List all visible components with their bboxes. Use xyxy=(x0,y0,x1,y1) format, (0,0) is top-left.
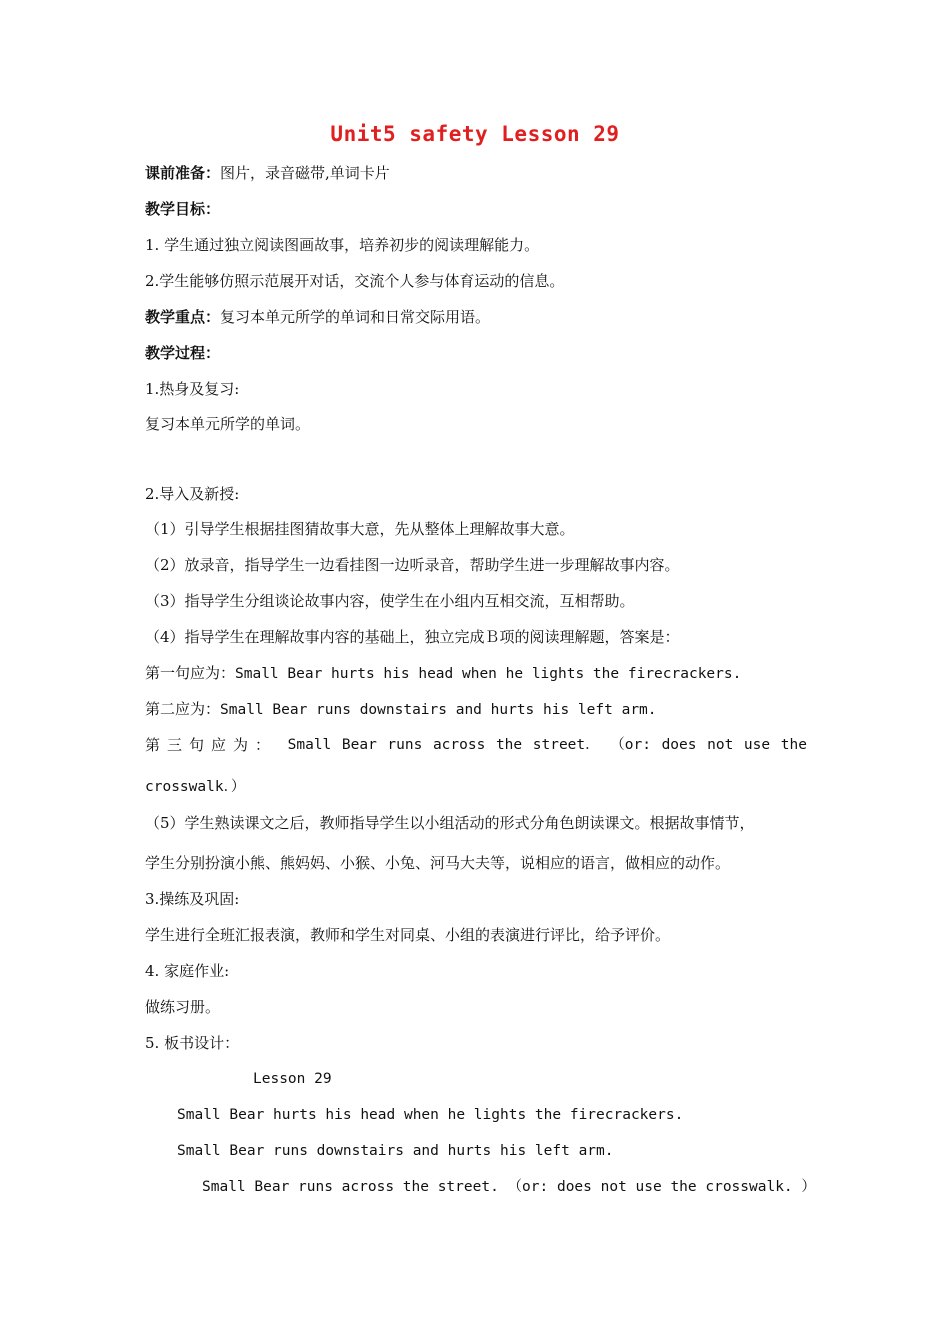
answer-1-prefix: 第一句应为： xyxy=(145,664,236,682)
process-heading: 教学过程： xyxy=(145,344,221,362)
prep-line xyxy=(145,162,390,184)
focus-text: 复习本单元所学的单词和日常交际用语。 xyxy=(220,308,491,326)
answer-3-prefix: 第三句应为： xyxy=(145,736,278,754)
step2-item-1: （1）引导学生根据挂图猜故事大意，先从整体上理解故事大意。 xyxy=(145,520,575,538)
answer-3 xyxy=(145,734,807,756)
step2-item-5-line-1: （5）学生熟读课文之后，教师指导学生以小组活动的形式分角色朗读课文。根据故事情节， xyxy=(145,814,755,832)
answer-3-word: Small xyxy=(287,737,332,753)
prep-text: 图片，录音磁带,单词卡片 xyxy=(220,164,390,182)
answer-3-word: the xyxy=(495,737,523,753)
answer-3-word: runs xyxy=(387,737,423,753)
step2-heading: 2.导入及新授: xyxy=(145,485,240,503)
answer-1-text: Small Bear hurts his head when he lights the firecrackers. xyxy=(235,666,742,682)
prep-label: 课前准备： xyxy=(145,164,221,182)
step1-text: 复习本单元所学的单词。 xyxy=(145,415,311,433)
step3-heading: 3.操练及巩固: xyxy=(145,890,240,908)
step2-item-4: （4）指导学生在理解故事内容的基础上，独立完成Ｂ项的阅读理解题，答案是： xyxy=(145,628,680,646)
step4-text: 做练习册。 xyxy=(145,998,221,1016)
answer-3-word: Bear xyxy=(341,737,377,753)
goal-item-1: 1. 学生通过独立阅读图画故事，培养初步的阅读理解能力。 xyxy=(145,236,540,254)
page-title: Unit5 safety Lesson 29 xyxy=(330,122,620,146)
answer-3-word: street． xyxy=(532,737,600,753)
answer-1 xyxy=(145,662,741,685)
step5-heading: 5. 板书设计： xyxy=(145,1034,240,1052)
goal-item-2: 2.学生能够仿照示范展开对话，交流个人参与体育运动的信息。 xyxy=(145,272,565,290)
answer-2-text: Small Bear runs downstairs and hurts his left arm. xyxy=(220,702,657,718)
board-line-1: Small Bear hurts his head when he lights the firecrackers. xyxy=(177,1107,684,1123)
step1-heading: 1.热身及复习: xyxy=(145,380,240,398)
answer-3-continuation: crosswalk．） xyxy=(145,779,246,795)
answer-3-word: across xyxy=(432,737,486,753)
step3-text: 学生进行全班汇报表演，教师和学生对同桌、小组的表演进行评比，给予评价。 xyxy=(145,926,671,944)
goals-heading: 教学目标： xyxy=(145,200,221,218)
step2-item-2: （2）放录音，指导学生一边看挂图一边听录音，帮助学生进一步理解故事内容。 xyxy=(145,556,680,574)
focus-label: 教学重点： xyxy=(145,308,221,326)
answer-2-prefix: 第二应为： xyxy=(145,700,221,718)
answer-3-word: use xyxy=(743,737,771,753)
answer-2 xyxy=(145,698,657,721)
step2-item-3: （3）指导学生分组谈论故事内容，使学生在小组内互相交流，互相帮助。 xyxy=(145,592,635,610)
answer-3-word: not xyxy=(707,737,734,753)
focus-line xyxy=(145,306,490,328)
board-line-3: Small Bear runs across the street. （or: does not use the crosswalk. ） xyxy=(202,1179,816,1195)
step2-item-5-line-2: 学生分别扮演小熊、熊妈妈、小猴、小兔、河马大夫等，说相应的语言，做相应的动作。 xyxy=(145,854,731,872)
answer-3-word: the xyxy=(780,737,807,753)
answer-3-word: does xyxy=(661,737,697,753)
board-line-2: Small Bear runs downstairs and hurts his left arm. xyxy=(177,1143,614,1159)
answer-3-word: （or: xyxy=(610,737,651,753)
step4-heading: 4. 家庭作业: xyxy=(145,962,230,980)
board-title: Lesson 29 xyxy=(253,1071,332,1087)
